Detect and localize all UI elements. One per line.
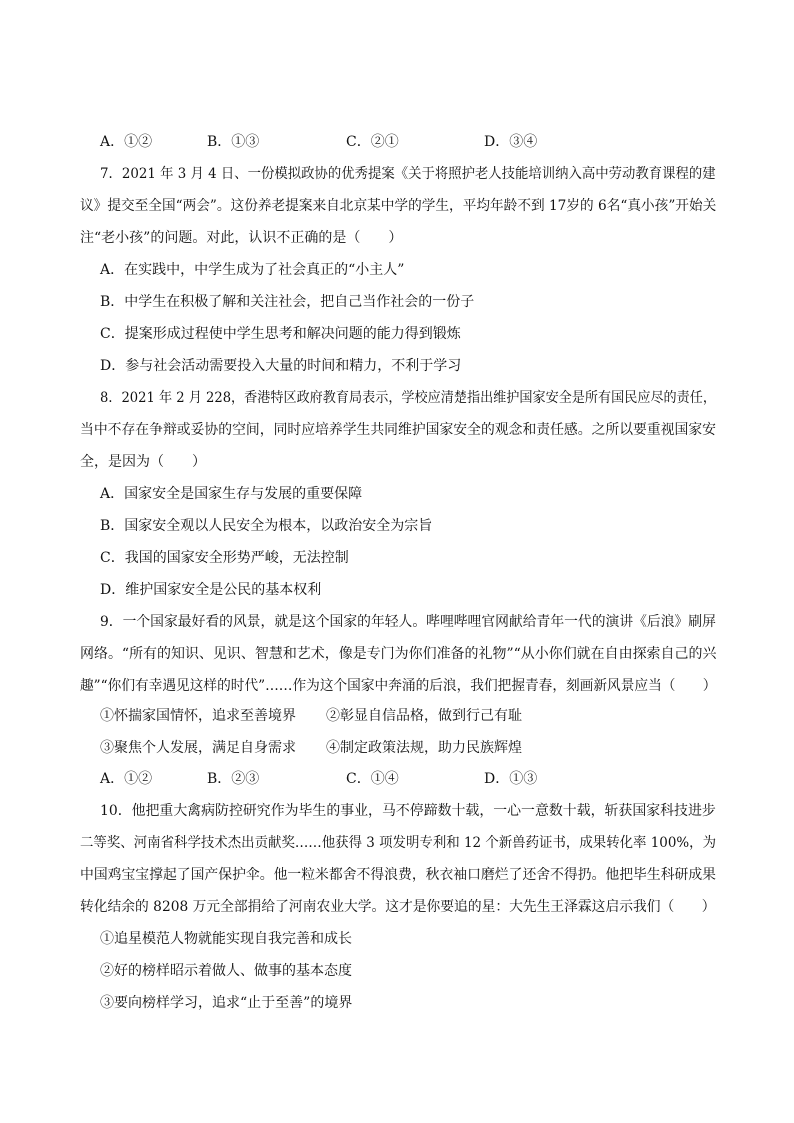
- q9-item-4: ④制定政策法规，助力民族辉煌: [326, 740, 522, 756]
- q10-item-3: ③要向榜样学习，追求“止于至善”的境界: [100, 995, 353, 1011]
- q6-option-b: B．①③: [207, 134, 260, 150]
- q9-item-3: ③聚焦个人发展，满足自身需求: [100, 740, 296, 756]
- q8-stem-line-2: 当中不存在争辩或妥协的空间，同时应培养学生共同维护国家安全的观念和责任感。之所以要重视国家安: [80, 422, 717, 438]
- q7-option-c: C．提案形成过程使中学生思考和解决问题的能力得到锻炼: [100, 326, 461, 342]
- q10-stem-line-1: 10．他把重大禽病防控研究作为毕生的事业，马不停蹄数十载，一心一意数十载，斩获国家科技进步: [100, 803, 716, 819]
- q9-stem-line-1: 9．一个国家最好看的风景，就是这个国家的年轻人。哔哩哔哩官网献给青年一代的演讲《后浪》刷屏: [100, 614, 716, 630]
- q7-stem-line-3: 注“老小孩”的问题。对此，认识不正确的是（ ）: [80, 230, 403, 246]
- q8-option-a: A．国家安全是国家生存与发展的重要保障: [100, 486, 363, 502]
- q7-stem-line-1: 7．2021 年 3 月 4 日、一份模拟政协的优秀提案《关于将照护老人技能培训纳入高中劳动教育课程的建: [100, 166, 716, 182]
- q9-item-1: ①怀揣家国情怀，追求至善境界: [100, 708, 296, 724]
- q6-option-d: D．③④: [484, 134, 538, 150]
- q8-option-b: B．国家安全观以人民安全为根本，以政治安全为宗旨: [100, 518, 433, 534]
- q9-option-a: A．①②: [100, 771, 153, 787]
- q8-option-d: D．维护国家安全是公民的基本权利: [100, 582, 322, 598]
- q7-option-d: D．参与社会活动需要投入大量的时间和精力，不利于学习: [100, 358, 462, 374]
- q7-option-a: A．在实践中，中学生成为了社会真正的“小主人”: [100, 262, 405, 278]
- q6-option-a: A．①②: [100, 134, 153, 150]
- q8-stem-line-3: 全，是因为（ ）: [80, 454, 206, 470]
- q9-item-2: ②彰显自信品格，做到行己有耻: [326, 708, 522, 724]
- q8-option-c: C．我国的国家安全形势严峻，无法控制: [100, 550, 349, 566]
- q8-stem-line-1: 8．2021 年 2 月 228，香港特区政府教育局表示，学校应清楚指出维护国家安全是所有国民应尽的责任，: [100, 390, 716, 406]
- q7-option-b: B．中学生在积极了解和关注社会，把自己当作社会的一份子: [100, 294, 475, 310]
- q9-option-c: C．①④: [346, 771, 399, 787]
- q7-stem-line-2: 议》提交至全国“两会”。这份养老提案来自北京某中学的学生，平均年龄不到 17岁的 6名“真小孩”开始关: [80, 198, 717, 214]
- q9-option-d: D．①③: [484, 771, 538, 787]
- q10-stem-line-4: 转化结余的 8208 万元全部捐给了河南农业大学。这才是你要追的星：大先生王泽霖这启示我们（ ）: [80, 899, 716, 915]
- q9-stem-line-3: 趣”“你们有幸遇见这样的时代”……作为这个国家中奔涌的后浪，我们把握青春，刻画新风景应当（ ）: [80, 678, 717, 694]
- q10-item-1: ①追星模范人物就能实现自我完善和成长: [100, 931, 352, 947]
- q10-stem-line-2: 二等奖、河南省科学技术杰出贡献奖……他获得 3 项发明专利和 12 个新兽药证书，成果转化率 100%，为: [80, 835, 717, 851]
- q6-option-c: C．②①: [346, 134, 399, 150]
- q9-stem-line-2: 网络。“所有的知识、见识、智慧和艺术，像是专门为你们准备的礼物”“从小你们就在自由探索自己的兴: [80, 646, 717, 662]
- q10-stem-line-3: 中国鸡宝宝撑起了国产保护伞。他一粒米都舍不得浪费，秋衣袖口磨烂了还舍不得扔。他把毕生科研成果: [80, 867, 717, 883]
- q9-option-b: B．②③: [207, 771, 260, 787]
- q10-item-2: ②好的榜样昭示着做人、做事的基本态度: [100, 963, 352, 979]
